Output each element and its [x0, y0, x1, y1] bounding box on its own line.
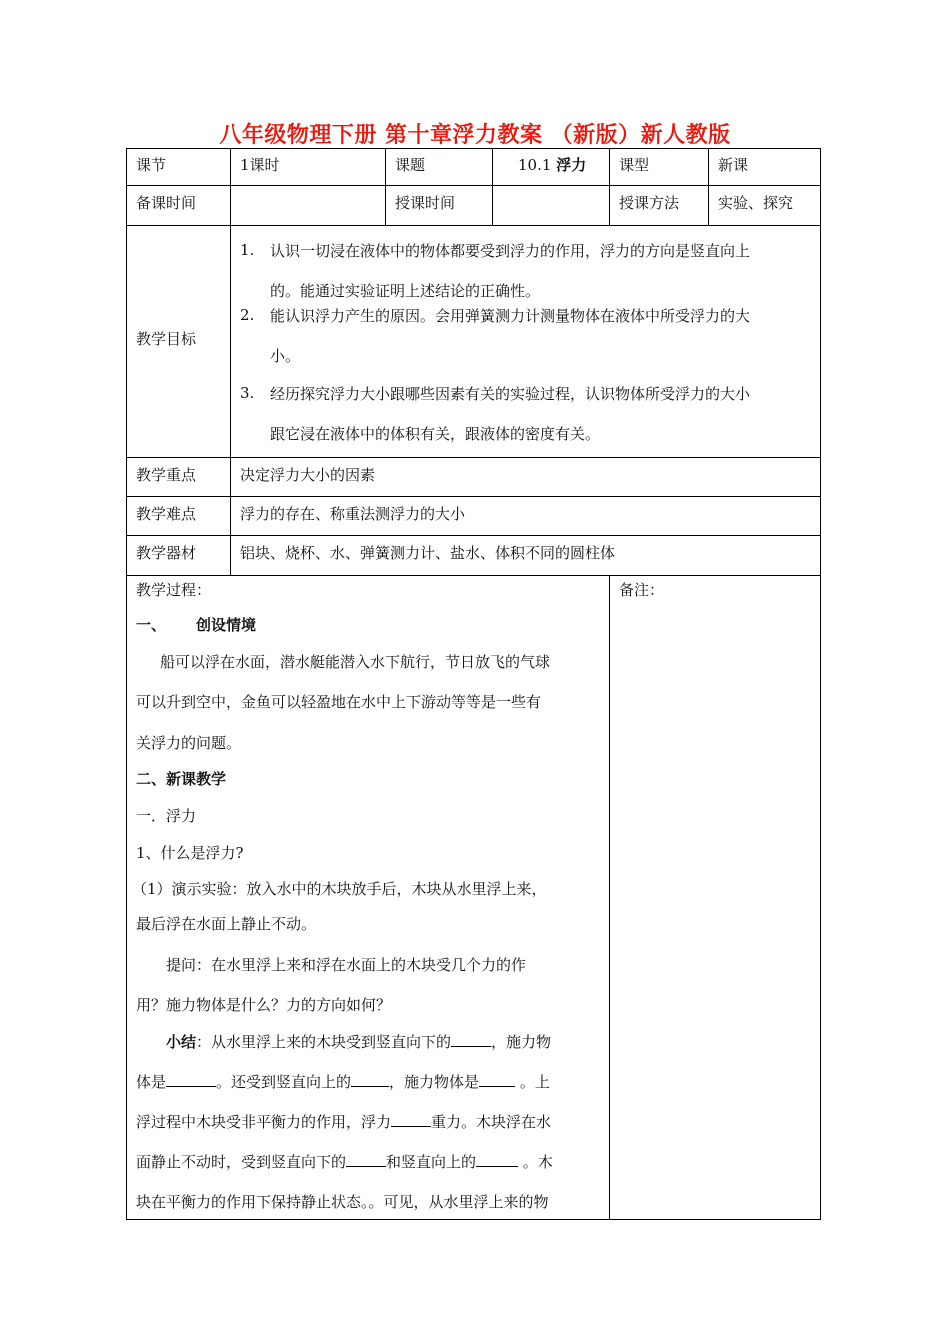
question-heading: 1、什么是浮力?: [136, 844, 244, 862]
summary-text: ，施力物体是: [389, 1073, 480, 1091]
objective-text-line: 小。: [270, 347, 301, 365]
label-difficulty: 教学难点: [136, 505, 197, 523]
paragraph-line: （1）演示实验：放入水中的木块放手后，木块从水里浮上来，: [132, 880, 547, 898]
label-topic: 课题: [395, 156, 426, 174]
value-lesson-type: 新课: [718, 156, 749, 174]
summary-line: [166, 1032, 551, 1052]
section-number: 一、: [136, 616, 167, 634]
document-title: 八年级物理下册 第十章浮力教案 （新版）新人教版: [219, 123, 731, 148]
label-remarks: 备注：: [619, 581, 665, 599]
section-title: 创设情境: [196, 616, 257, 634]
summary-label: 小结: [166, 1033, 197, 1051]
fill-blank: [346, 1152, 386, 1167]
summary-text: 面静止不动时，受到竖直向下的: [136, 1153, 347, 1171]
objective-number: 2.: [240, 306, 255, 324]
summary-text: ，施力物: [491, 1033, 552, 1051]
summary-line: [136, 1072, 550, 1092]
objective-number: 1.: [240, 241, 255, 259]
col-divider: [609, 575, 610, 1220]
summary-line: 块在平衡力的作用下保持静止状态。。可见，从水里浮上来的物: [136, 1193, 549, 1211]
label-lesson-type: 课型: [619, 156, 650, 174]
col-divider: [609, 148, 610, 225]
summary-text: 重力。木块浮在水: [431, 1113, 552, 1131]
section-heading-1: [136, 615, 256, 635]
value-teaching-method: 实验、探究: [718, 194, 794, 212]
label-objectives: 教学目标: [136, 330, 197, 348]
objective-text-line: 跟它浸在液体中的体积有关，跟液体的密度有关。: [270, 425, 601, 443]
fill-blank: [166, 1072, 216, 1087]
objective-text-line: 经历探究浮力大小跟哪些因素有关的实验过程，认识物体所受浮力的大小: [270, 385, 751, 403]
col-divider: [708, 148, 709, 225]
label-equipment: 教学器材: [136, 544, 197, 562]
value-lesson-period: 1课时: [240, 156, 280, 174]
objective-text-line: 认识一切浸在液体中的物体都要受到浮力的作用，浮力的方向是竖直向上: [270, 242, 751, 260]
fill-blank: [479, 1072, 515, 1087]
paragraph-line: 可以升到空中，金鱼可以轻盈地在水中上下游动等等是一些有: [136, 693, 542, 711]
summary-text: 体是: [136, 1073, 167, 1091]
summary-text: 浮过程中木块受非平衡力的作用，浮力: [136, 1113, 392, 1131]
value-equipment: 铝块、烧杯、水、弹簧测力计、盐水、体积不同的圆柱体: [240, 544, 616, 562]
topic-name: 浮力: [556, 156, 587, 174]
label-key-point: 教学重点: [136, 466, 197, 484]
topic-number: 10.1: [518, 156, 552, 174]
process-content: [132, 0, 602, 1220]
label-teaching-method: 授课方法: [619, 194, 680, 212]
summary-text: 和竖直向上的: [386, 1153, 477, 1171]
paragraph-line: 船可以浮在水面，潜水艇能潜入水下航行，节日放飞的气球: [160, 653, 551, 671]
value-difficulty: 浮力的存在、称重法测浮力的大小: [240, 505, 466, 523]
label-prep-time: 备课时间: [136, 194, 197, 212]
summary-text: 。上: [515, 1073, 550, 1091]
paragraph-line: 用？施力物体是什么？力的方向如何？: [136, 996, 392, 1014]
label-lesson-period: 课节: [136, 156, 167, 174]
value-key-point: 决定浮力大小的因素: [240, 466, 376, 484]
fill-blank: [351, 1072, 389, 1087]
summary-text: ：从水里浮上来的木块受到竖直向下的: [196, 1033, 452, 1051]
fill-blank: [451, 1032, 491, 1047]
summary-text: 。木: [518, 1153, 553, 1171]
summary-line: [136, 1152, 553, 1172]
label-process: 教学过程：: [136, 581, 212, 599]
paragraph-line: 关浮力的问题。: [136, 734, 242, 752]
summary-line: [136, 1112, 551, 1132]
fill-blank: [476, 1152, 518, 1167]
paragraph-line: 提问：在水里浮上来和浮在水面上的木块受几个力的作: [166, 956, 527, 974]
objective-text-line: 能认识浮力产生的原因。会用弹簧测力计测量物体在液体中所受浮力的大: [270, 307, 751, 325]
subsection-heading: 一．浮力: [136, 807, 197, 825]
paragraph-line: 最后浮在水面上静止不动。: [136, 915, 317, 933]
fill-blank: [391, 1112, 431, 1127]
label-teaching-time: 授课时间: [395, 194, 456, 212]
objective-text-line: 的。能通过实验证明上述结论的正确性。: [270, 282, 541, 300]
section-heading-2: 二、新课教学: [136, 770, 227, 788]
summary-text: 。还受到竖直向上的: [216, 1073, 352, 1091]
objective-number: 3.: [240, 384, 255, 402]
